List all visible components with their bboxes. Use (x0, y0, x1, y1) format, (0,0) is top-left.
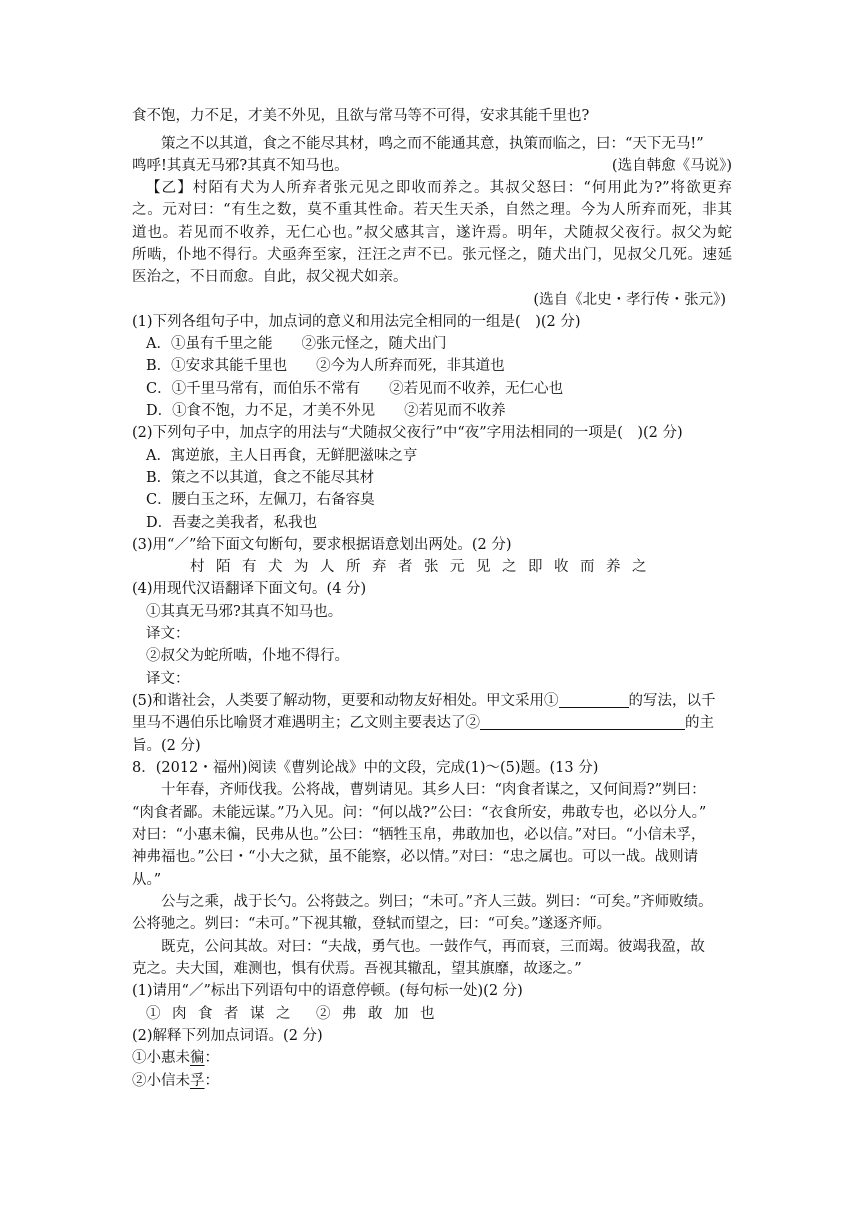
answer-option: D．吾妻之美我者，私我也 (146, 515, 318, 531)
passage-line: 医治之，不日而愈。自此，叔父视犬如亲。 (132, 269, 408, 285)
answer-option: C．①千里马常有，而伯乐不常有 ②若见而不收养，无仁心也 (146, 381, 564, 397)
question-stem: (4)用现代汉语翻译下面文句。(4 分) (132, 581, 367, 597)
passage-line: 神弗福也。”公曰・“小大之狱，虽不能察，必以情。”对曰：“忠之属也。可以一战。战则请 (132, 849, 699, 865)
translate-item: ②叔父为蛇所啮，仆地不得行。 (146, 648, 349, 664)
question-text: ： (204, 1073, 219, 1089)
answer-blank[interactable] (559, 692, 629, 708)
answer-option: A．寓逆旅，主人日再食，无鲜肥滋味之亨 (146, 448, 418, 464)
answer-option: B．①安求其能千里也 ②今为人所弃而死，非其道也 (146, 358, 505, 374)
question-item (132, 1003, 746, 1026)
answer-blank[interactable] (480, 714, 685, 730)
passage-line: 从。” (132, 872, 162, 888)
question-stem: (1)请用“／”标出下列语句中的语意停顿。(每句标一处)(2 分) (132, 983, 523, 999)
passage-line: 食不饱，力不足，才美不外见，且欲与常马等不可得，安求其能千里也? (132, 108, 590, 124)
question-stem: (1)下列各组句子中，加点词的意义和用法完全相同的一组是( )(2 分) (132, 314, 581, 330)
passage-line: 对曰：“小惠未徧，民弗从也。”公曰：“牺牲玉帛，弗敢加也，必以信。”对曰。“小信未孚， (132, 827, 706, 843)
question-text: 的主 (685, 715, 714, 731)
question-text: (5)和谐社会，人类要了解动物，更要和动物友好相处。甲文采用① (132, 693, 559, 709)
question-stem: (2)解释下列加点词语。(2 分) (132, 1028, 323, 1044)
passage-line: 【乙】村陌有犬为人所弃者张元见之即收而养之。其叔父怒曰：“何用此为?”将欲更弃 (146, 180, 732, 196)
phrase-to-mark: ②弗敢加也 (316, 1006, 446, 1022)
question-text: 里马不遇伯乐比喻贤才难遇明主；乙文则主要表达了② (132, 715, 480, 731)
translate-item: ①其真无马邪?其真不知马也。 (146, 604, 343, 620)
passage-line: 之。元对曰：“有生之数，莫不重其性命。若天生天杀，自然之理。今为人所弃而死，非其 (132, 202, 732, 218)
answer-option: A．①虽有千里之能 ②张元怪之，随犬出门 (146, 336, 447, 352)
question-stem (132, 712, 732, 735)
translation-label: 译文： (146, 671, 190, 687)
passage-line: 公与之乘，战于长勺。公将鼓之。刿曰；“未可。”齐人三鼓。刿曰：“可矣。”齐师败绩。 (161, 894, 713, 910)
passage-line: 所啮，仆地不得行。犬亟奔至家，汪汪之声不已。张元怪之，随犬出门，见叔父几死。速延 (132, 247, 732, 263)
source-citation: (选自《北史・孝行传・张元》) (533, 292, 726, 308)
passage-line: 策之不以其道，食之不能尽其材，鸣之而不能通其意，执策而临之，曰：“天下无马!” (161, 136, 704, 152)
source-citation: (选自韩愈《马说》) (611, 158, 732, 174)
passage-line (132, 155, 732, 178)
question-text: ①小惠未 (132, 1050, 190, 1066)
question-text: 的写法，以千 (628, 693, 716, 709)
phrase-to-mark: ①肉食者谋之 (146, 1006, 302, 1022)
answer-option: B．策之不以其道，食之不能尽其材 (146, 470, 375, 486)
question-text: ②小信未 (132, 1073, 190, 1089)
question-item (132, 1070, 732, 1093)
question-stem: (2)下列句子中，加点字的用法与“犬随叔父夜行”中“夜”字用法相同的一项是( )(2 分) (132, 425, 683, 441)
sentence-to-punctuate: 村陌有犬为人所弃者张元见之即收而养之 (190, 559, 658, 575)
section-heading: 8．(2012・福州)阅读《曹刿论战》中的文段，完成(1)～(5)题。(13 分) (132, 760, 599, 776)
passage-line: “肉食者鄙。未能远谋。”乃入见。问：“何以战?”公曰：“衣食所安，弗敢专也，必以分人。” (132, 805, 707, 821)
passage-line: 十年春，齐师伐我。公将战，曹刿请见。其乡人曰：“肉食者谋之，又何间焉?”刿曰： (161, 782, 706, 798)
question-item (132, 1047, 732, 1070)
question-text: ： (204, 1050, 219, 1066)
emphasized-word: 孚 (190, 1073, 205, 1089)
passage-line: 公将驰之。刿曰：“未可。”下视其辙，登轼而望之，曰：“可矣。”遂逐齐师。 (132, 916, 612, 932)
passage-line: 道也。若见而不收养，无仁心也。”叔父感其言，遂许焉。明年，犬随叔父夜行。叔父为蛇 (132, 225, 732, 241)
answer-option: D．①食不饱，力不足，才美不外见 ②若见而不收养 (146, 403, 506, 419)
question-stem (132, 690, 732, 713)
question-stem: (3)用“／”给下面文句断句，要求根据语意划出两处。(2 分) (132, 537, 512, 553)
passage-line: 克之。夫大国，难测也，惧有伏焉。吾视其辙乱，望其旗靡，故逐之。” (132, 961, 582, 977)
translation-label: 译文： (146, 626, 190, 642)
question-text: 旨。(2 分) (132, 738, 201, 754)
answer-option: C．腰白玉之环，左佩刀，右备容臭 (146, 492, 375, 508)
passage-line: 既克，公问其故。对曰：“夫战，勇气也。一鼓作气，再而衰，三而竭。彼竭我盈，故 (161, 939, 705, 955)
passage-text: 鸣呼!其真无马邪?其真不知马也。 (132, 158, 349, 174)
emphasized-word: 徧 (190, 1050, 205, 1066)
